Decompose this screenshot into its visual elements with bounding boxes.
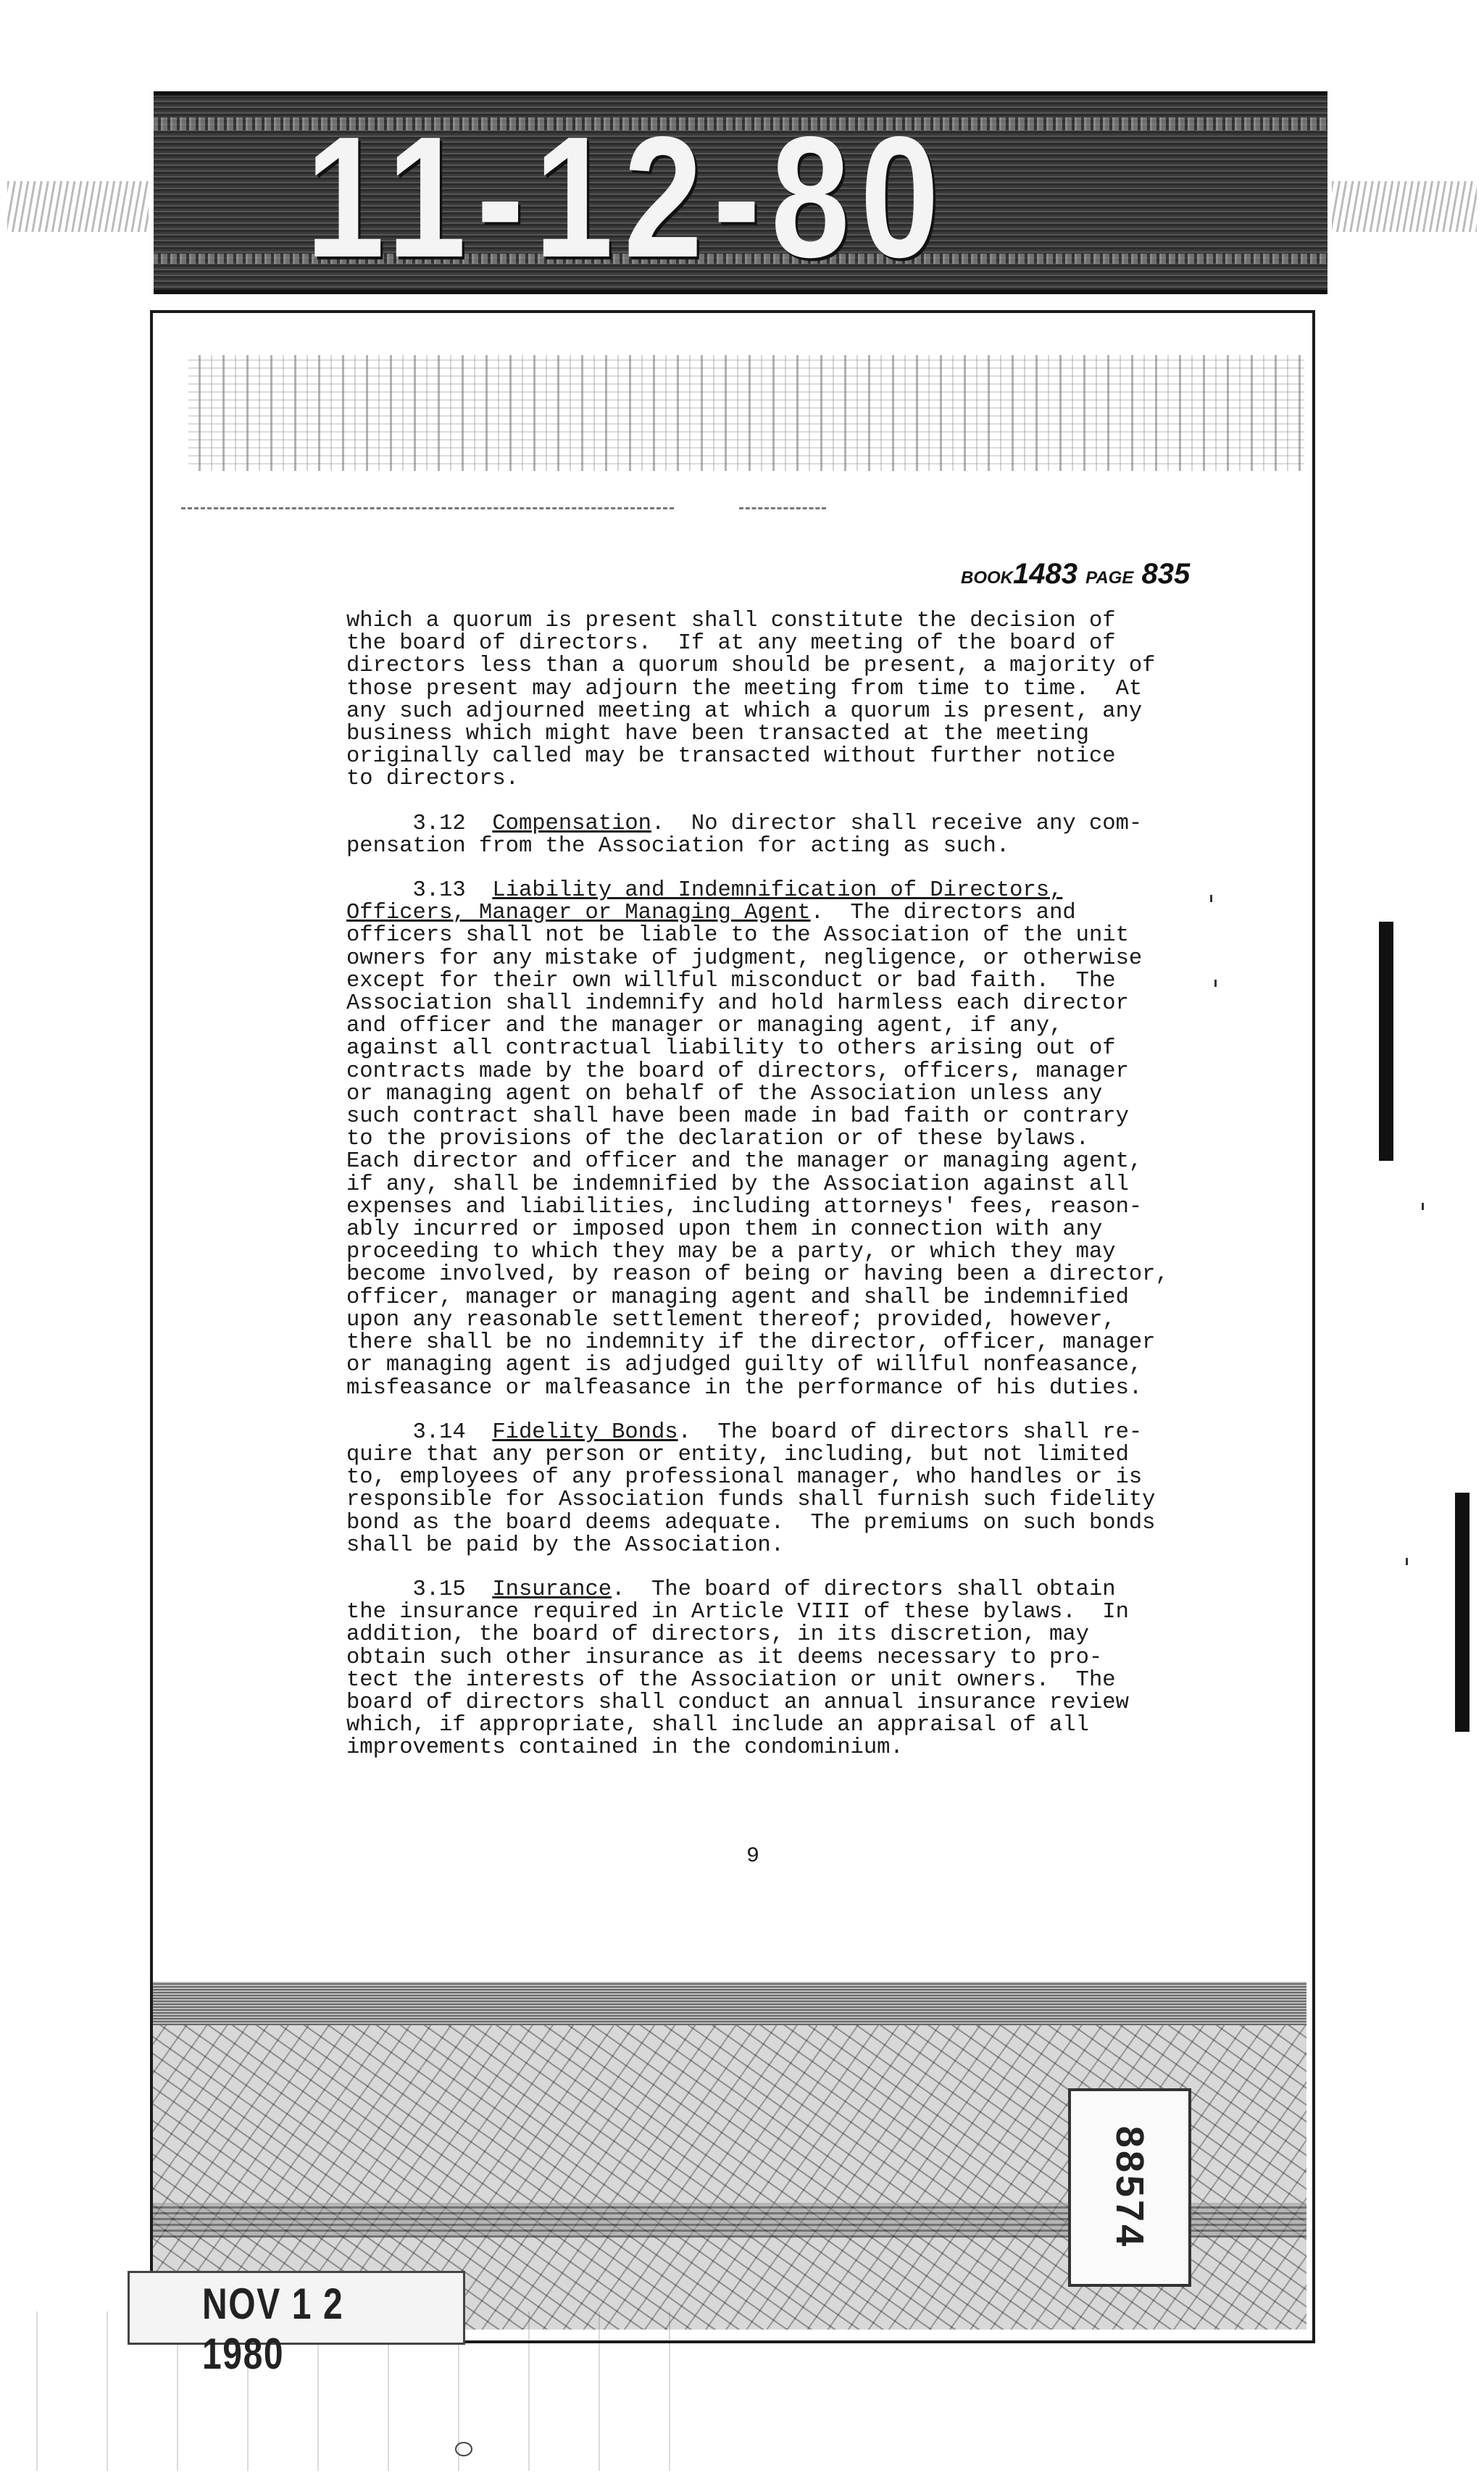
document-body xyxy=(346,610,1187,1782)
file-number-stamp xyxy=(1068,2088,1191,2287)
margin-bar xyxy=(1379,922,1393,1161)
section-title: Fidelity Bonds xyxy=(492,1419,678,1445)
banner-date: 11-12-80 xyxy=(306,101,950,293)
section-3-14 xyxy=(346,1419,1187,1558)
file-number: 88574 xyxy=(1108,2125,1151,2250)
banner-edge-left xyxy=(7,181,149,232)
section-number: 3.14 xyxy=(412,1419,466,1445)
section-number: 3.13 xyxy=(412,878,466,904)
page-number: 9 xyxy=(746,1844,760,1869)
section-3-12 xyxy=(346,813,1187,858)
scan-dash-line xyxy=(181,507,674,509)
section-title: Compensation xyxy=(492,811,651,836)
section-title: Insurance xyxy=(492,1577,612,1602)
section-text: . No director shall receive any com- pensation from the Association for acting as such. xyxy=(346,811,1143,859)
section-3-15 xyxy=(346,1579,1187,1760)
scan-dash-line xyxy=(739,507,826,509)
margin-tick xyxy=(1406,1558,1408,1565)
margin-bar xyxy=(1455,1493,1470,1732)
book-label: BOOK xyxy=(961,568,1013,588)
banner-edge-right xyxy=(1332,181,1477,232)
margin-tick xyxy=(1422,1203,1424,1210)
received-date-stamp xyxy=(128,2271,465,2378)
section-text: . The board of directors shall obtain the insurance required in Article VIII of these bylaws. In addition, the board of directors, in its discretion, may obtain such other insurance as it deems necessary to pro- tect the interests of the Association or unit owners. The board of directors shall conduct an annual insurance review which, if appropriate, shall include an appraisal of all improvements contained in the condominium. xyxy=(346,1577,1129,1761)
scan-noise-top xyxy=(188,355,1304,471)
section-text: . The board of directors shall re- quire that any person or entity, including, but not limited to, employees of any professional manager, who handles or is responsible for Association funds shall furnish such fidelity bond as the board deems adequate. The premiums on such bonds shall be paid by the Association. xyxy=(346,1419,1156,1558)
section-text: . The directors and officers shall not be liable to the Association of the unit owners for any mistake of judgment, negligence, or otherwise except for their own willful misconduct or bad faith. The Association shall indemnify and hold harmless each director and officer and the manager or managing agent, if any, against all contractual liability to others arising out of contracts made by the board of directors, officers, manager or managing agent on behalf of the Association unless any such contract shall have been made in bad faith or contrary to the provisions of the declaration or of these bylaws. Each director and officer and the manager or managing agent, if any, shall be indemnified by the Association against all expenses and liabilities, including attorneys' fees, reason- ably incurred or imposed upon them in connection with any proceeding to which they may be a party, or which they may become involved, by reason of being or having been a director, officer, manager or managing agent and shall be indemnified upon any reasonable settlement thereof; provided, however, there shall be no indemnity if the director, officer, manager or managing agent is adjudged guilty of willful nonfeasance, misfeasance or malfeasance in the performance of his duties. xyxy=(346,901,1169,1401)
paragraph-quorum: which a quorum is present shall constitute the decision of the board of directors. If at any meeting of the board of directors less than a quorum should be present, a majority of those present may adjourn the meeting from time to time. At any such adjourned meeting at which a quorum is present, any business which might have been transacted at the meeting originally called may be transacted without further notice to directors. xyxy=(346,609,1156,792)
date-banner xyxy=(154,91,1327,294)
section-title: Liability and Indemnification of Directors, Officers, Manager or Managing Agent xyxy=(346,878,1063,926)
received-date: NOV 1 2 1980 xyxy=(202,2280,344,2378)
section-3-13 xyxy=(346,880,1187,1400)
book-number: 1483 xyxy=(1013,558,1077,590)
section-number: 3.15 xyxy=(412,1577,466,1602)
margin-tick xyxy=(1214,980,1217,987)
book-page-reference xyxy=(961,558,1190,591)
section-number: 3.12 xyxy=(412,811,466,836)
margin-tick xyxy=(1210,895,1212,902)
page-label: PAGE xyxy=(1085,568,1134,588)
scan-circle-mark xyxy=(455,2442,472,2456)
page-number-ref: 835 xyxy=(1141,558,1191,590)
